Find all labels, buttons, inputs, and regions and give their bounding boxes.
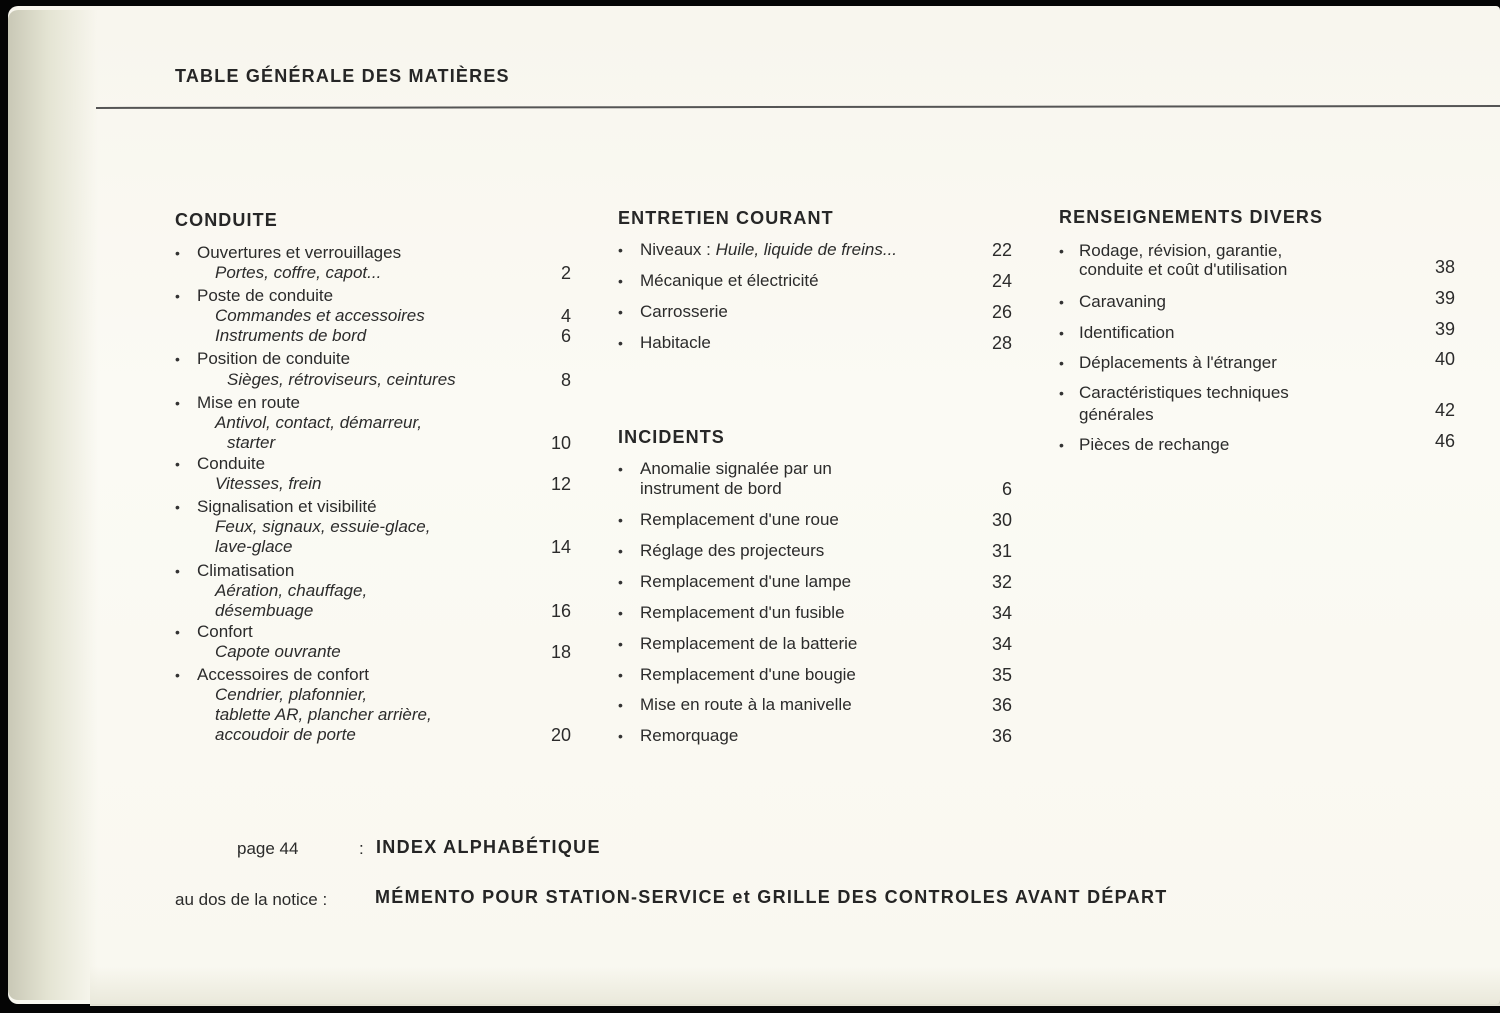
toc-entry-page: 6: [560, 326, 571, 346]
index-colon: :: [359, 839, 364, 858]
toc-entry-label: Position de conduite: [197, 349, 351, 368]
toc-entry-page: 36: [991, 726, 1012, 746]
page-title: TABLE GÉNÉRALE DES MATIÈRES: [175, 66, 510, 86]
index-title: INDEX ALPHABÉTIQUE: [376, 837, 601, 857]
renseignements-section: RENSEIGNEMENTS DIVERS • Rodage, révision, garantie, conduite et coût d'utilisation 38 • Caravaning 39 • Identification 39 • Déplacements à l'étranger 40 • Caractéristiques techniques générales 42 • Pièces de rechange 46: [1059, 207, 1455, 454]
toc-entry-label: Identification: [1079, 323, 1175, 342]
toc-entry-page: 30: [991, 510, 1012, 530]
toc-entry-page: 42: [1434, 400, 1455, 420]
toc-entry-page: 14: [550, 537, 571, 557]
toc-entry-sub: accoudoir de porte: [215, 725, 356, 744]
toc-entry-sub: tablette AR, plancher arrière,: [215, 705, 432, 724]
toc-entry-label: Niveaux : Huile, liquide de freins...: [640, 240, 898, 259]
toc-entry-sub: lave-glace: [215, 537, 293, 556]
toc-entry-page: 35: [991, 665, 1012, 685]
toc-entry-page: 40: [1434, 349, 1455, 369]
toc-entry-label: Confort: [197, 622, 253, 641]
toc-entry-label: Mise en route: [197, 393, 300, 412]
index-page-label: page 44: [237, 839, 299, 858]
toc-entry-page: 31: [991, 541, 1012, 561]
toc-entry-label: Déplacements à l'étranger: [1079, 353, 1277, 372]
entretien-section: ENTRETIEN COURANT • Niveaux : Huile, liquide de freins... 22 • Mécanique et électricité 24 • Carrosserie 26 • Habitacle 28: [618, 208, 1012, 353]
toc-entry-label: Réglage des projecteurs: [640, 541, 825, 560]
toc-entry-page: 10: [550, 433, 571, 453]
toc-entry-page: 26: [991, 302, 1012, 322]
toc-entry-label: Habitacle: [640, 333, 711, 352]
toc-entry-label: Climatisation: [197, 561, 295, 580]
toc-entry-label-cont: générales: [1079, 405, 1154, 424]
toc-entry-label: Remplacement d'un fusible: [640, 603, 845, 622]
toc-entry-label: Accessoires de confort: [197, 665, 369, 684]
memento-title: MÉMENTO POUR STATION-SERVICE et GRILLE DES CONTROLES AVANT DÉPART: [375, 887, 1168, 907]
toc-entry-sub: starter: [227, 433, 276, 452]
toc-entry-page: 36: [991, 695, 1012, 715]
toc-entry-page: 34: [991, 634, 1012, 654]
toc-entry-page: 16: [550, 601, 571, 621]
toc-entry-label: Remplacement de la batterie: [640, 634, 858, 653]
toc-entry-page: 4: [560, 306, 571, 326]
toc-entry-label: Signalisation et visibilité: [197, 497, 377, 516]
toc-entry-label: Remorquage: [640, 726, 739, 745]
toc-entry-label: Caractéristiques techniques: [1079, 383, 1289, 402]
toc-entry-label: Remplacement d'une bougie: [640, 665, 856, 684]
toc-entry-page: 32: [991, 572, 1012, 592]
toc-entry-sub: Feux, signaux, essuie-glace,: [215, 517, 431, 536]
toc-entry-page: 6: [1001, 479, 1012, 499]
memento-label: au dos de la notice :: [175, 890, 328, 909]
renseignements-heading: RENSEIGNEMENTS DIVERS: [1059, 207, 1324, 227]
page-bottom-shadow: [90, 966, 1500, 1006]
toc-entry-page: 38: [1434, 257, 1455, 277]
toc-entry-label: Mise en route à la manivelle: [640, 695, 852, 714]
toc-entry-sub: Cendrier, plafonnier,: [215, 685, 368, 704]
toc-entry-label: Mécanique et électricité: [640, 271, 819, 290]
toc-entry-label: Pièces de rechange: [1079, 435, 1230, 454]
incidents-section: INCIDENTS • Anomalie signalée par un instrument de bord 6 • Remplacement d'une roue 30 • Réglage des projecteurs 31 • Remplacement d'une lampe 32 • Remplacement d'un fusible 34 • Remplacement de la batterie 34 • Remplacement d'une bougie 35 • Mise en route à la manivelle 36 • Remorquage 36: [618, 427, 1012, 746]
toc-entry-page: 24: [991, 271, 1012, 291]
toc-entry-sub: Commandes et accessoires: [215, 306, 425, 325]
toc-entry-sub: Instruments de bord: [215, 326, 367, 345]
toc-entry-sub: Capote ouvrante: [215, 642, 341, 661]
toc-entry-label: Ouvertures et verrouillages: [197, 243, 402, 262]
toc-entry-sub: Portes, coffre, capot...: [215, 263, 382, 282]
toc-entry-label-cont: instrument de bord: [640, 479, 782, 498]
toc-entry-page: 34: [991, 603, 1012, 623]
toc-entry-page: 39: [1434, 319, 1455, 339]
toc-entry-page: 46: [1434, 431, 1455, 451]
toc-entry-page: 18: [550, 642, 571, 662]
toc-entry-label: Remplacement d'une lampe: [640, 572, 852, 591]
conduite-section: CONDUITE • Ouvertures et verrouillages Portes, coffre, capot... 2 • Poste de conduite Commandes et accessoires 4 Instruments de bord 6 • Position de conduite Sièges, rétroviseurs, ceintures 8 • Mise en route Antivol, contact, démarreur, starter 10 • Conduite Vitesses, frein 12 • Signalisation et visibilité Feux, signaux, essuie-glace, lave-glace 14 • Climatisation Aération, chauffage, désembuage 16 • Confort Capote ouvrante 18 • Accessoires de confort Cendrier, plafonnier, tablette AR, plancher arrière, accoudoir de porte 20: [175, 210, 571, 745]
toc-entry-page: 8: [560, 370, 571, 390]
incidents-heading: INCIDENTS: [618, 427, 725, 447]
toc-entry-label: Rodage, révision, garantie,: [1079, 241, 1283, 260]
toc-entry-sub: Vitesses, frein: [215, 474, 322, 493]
toc-entry-label: Caravaning: [1079, 292, 1166, 311]
toc-entry-label: Carrosserie: [640, 302, 728, 321]
toc-entry-label: Conduite: [197, 454, 266, 473]
toc-entry-label: Poste de conduite: [197, 286, 334, 305]
toc-entry-sub: Antivol, contact, démarreur,: [215, 413, 422, 432]
toc-entry-page: 20: [550, 725, 571, 745]
toc-entry-sub: Aération, chauffage,: [215, 581, 368, 600]
toc-entry-page: 2: [560, 263, 571, 283]
toc-entry-page: 12: [550, 474, 571, 494]
conduite-heading: CONDUITE: [175, 210, 278, 230]
entretien-heading: ENTRETIEN COURANT: [618, 208, 834, 228]
toc-entry-page: 22: [991, 240, 1012, 260]
toc-entry-label: Remplacement d'une roue: [640, 510, 839, 529]
toc-entry-label-cont: conduite et coût d'utilisation: [1079, 260, 1288, 279]
page-edge-shadow: [8, 10, 98, 1000]
toc-entry-label: Anomalie signalée par un: [640, 459, 832, 478]
toc-entry-page: 28: [991, 333, 1012, 353]
toc-entry-page: 39: [1434, 288, 1455, 308]
toc-entry-sub: Sièges, rétroviseurs, ceintures: [227, 370, 456, 389]
toc-entry-sub: désembuage: [215, 601, 314, 620]
